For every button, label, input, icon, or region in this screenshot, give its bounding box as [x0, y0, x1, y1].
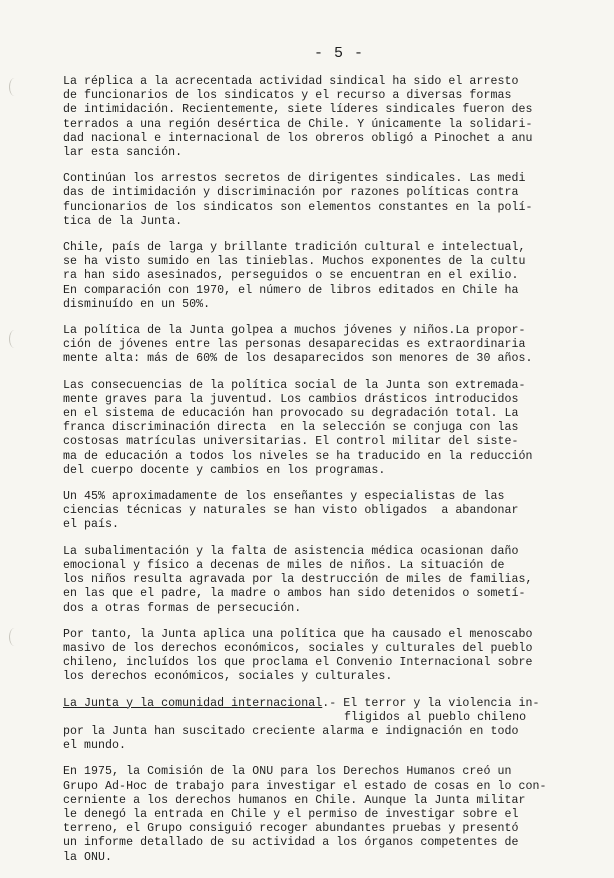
paragraph [63, 490, 563, 533]
text-line: un informe detallado de su actividad a los órganos competentes de [63, 836, 519, 850]
text-line: en las que el padre, la madre o ambos han sido detenidos o sometí- [63, 587, 526, 601]
text-line: tica de la Junta. [63, 214, 183, 228]
text-line: en el sistema de educación han provocado su degradación total. La [63, 407, 519, 421]
paragraph [63, 172, 563, 229]
text-line: Un 45% aproximadamente de los enseñantes y especialistas de las [63, 490, 505, 504]
text-line: Las consecuencias de la política social de la Junta son extremada- [63, 378, 526, 392]
punch-hole-mark [9, 628, 20, 646]
text-line: das de intimidación y discriminación por razones políticas contra [63, 186, 519, 200]
text-line: de intimidación. Recientemente, siete líderes sindicales fueron des [63, 103, 533, 117]
page-number: - 5 - [313, 45, 364, 62]
text-line: la ONU. [63, 850, 113, 864]
text-line: emocional y físico a decenas de miles de niños. La situación de [63, 558, 505, 572]
text-line: Por tanto, la Junta aplica una política que ha causado el menoscabo [63, 627, 533, 641]
text-line: de funcionarios de los sindicatos y el recurso a diversas formas [63, 89, 512, 103]
text-line: por la Junta han suscitado creciente alarma e indignación en todo [63, 724, 519, 738]
text-line: ma de educación a todos los niveles se ha traducido en la reducción [63, 449, 533, 463]
text-line: La subalimentación y la falta de asistencia médica ocasionan daño [63, 544, 519, 558]
text-line: los derechos económicos, sociales y culturales. [63, 670, 393, 684]
section-heading: La Junta y la comunidad internacional [63, 696, 323, 710]
text-line: Chile, país de larga y brillante tradición cultural e intelectual, [63, 241, 526, 255]
section-heading-line [63, 697, 563, 711]
paragraph [63, 628, 563, 685]
text-line: ciencias técnicas y naturales se han visto obligados a abandonar [63, 504, 519, 518]
text-line: el mundo. [63, 739, 127, 753]
text-line: ra han sido asesinados, perseguidos o se encuentran en el exilio. [63, 269, 519, 283]
text-line: mente alta: más de 60% de los desaparecidos son menores de 30 años. [63, 352, 533, 366]
text-line: dos a otras formas de persecución. [63, 601, 302, 615]
text-line: franca discriminación directa en la selección se conjuga con las [63, 421, 519, 435]
text-line: el país. [63, 518, 120, 532]
paragraph [63, 379, 563, 478]
text-line: se ha visto sumido en las tinieblas. Muchos exponentes de la cultu [63, 255, 526, 269]
paragraph [63, 75, 563, 160]
text-line: lar esta sanción. [63, 146, 183, 160]
text-line: del cuerpo docente y cambios en los programas. [63, 463, 386, 477]
text-line: disminuído en un 50%. [63, 297, 211, 311]
text-line: dad nacional e internacional de los obreros obligó a Pinochet a anu [63, 131, 533, 145]
paragraph [63, 241, 563, 312]
paragraph [63, 324, 563, 367]
section-paragraph [63, 697, 563, 754]
text-line: La política de la Junta golpea a muchos jóvenes y niños.La propor- [63, 324, 526, 338]
text-line: los niños resulta agravada por la destrucción de miles de familias, [63, 573, 533, 587]
text-line: mente graves para la juventud. Los cambios drásticos introducidos [63, 392, 519, 406]
text-line: fligidos al pueblo chileno [344, 710, 527, 724]
text-line: Continúan los arrestos secretos de dirigentes sindicales. Las medi [63, 172, 526, 186]
text-line: masivo de los derechos económicos, sociales y culturales del pueblo [63, 641, 533, 655]
section-heading-tail: .- El terror y la violencia in- [322, 696, 540, 710]
text-line: En comparación con 1970, el número de libros editados en Chile ha [63, 283, 519, 297]
punch-hole-mark [9, 78, 20, 96]
text-line: La réplica a la acrecentada actividad sindical ha sido el arresto [63, 75, 519, 88]
text-line: terrados a una región desértica de Chile. Y únicamente la solidari- [63, 117, 533, 131]
paragraph [63, 765, 563, 864]
text-line: cerniente a los derechos humanos en Chile. Aunque la Junta militar [63, 793, 526, 807]
text-line: costosas matrículas universitarias. El control militar del siste- [63, 435, 519, 449]
document-body [63, 75, 563, 877]
text-line: Grupo Ad-Hoc de trabajo para investigar el estado de cosas en lo con- [63, 779, 547, 793]
punch-hole-mark [9, 330, 20, 348]
text-line: le denegó la entrada en Chile y el permiso de investigar sobre el [63, 807, 519, 821]
text-line: terreno, el Grupo consiguió recoger abundantes pruebas y presentó [63, 822, 519, 836]
text-line: ción de jóvenes entre las personas desaparecidas es extraordinaria [63, 338, 526, 352]
text-line: chileno, incluídos los que proclama el Convenio Internacional sobre [63, 656, 533, 670]
text-line: funcionarios de los sindicatos son elementos constantes en la polí- [63, 200, 533, 214]
paragraph [63, 545, 563, 616]
text-line: En 1975, la Comisión de la ONU para los Derechos Humanos creó un [63, 765, 512, 779]
